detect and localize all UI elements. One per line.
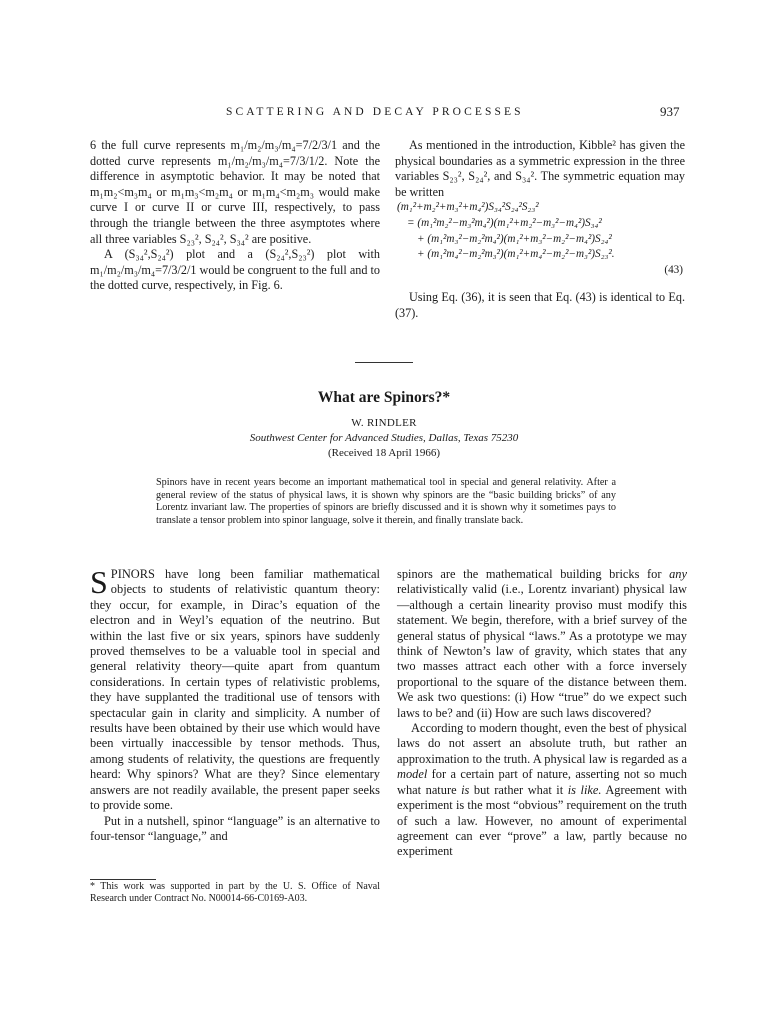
building-bricks-paragraph: [397, 567, 687, 721]
emphasis: any: [669, 567, 687, 581]
text-run: According to modern thought, even the best of physical laws do not assert an absolute truth, but rather an approximation to the truth. A physical law is regarded as a: [397, 721, 687, 766]
text-run: Agreement with experiment is the most “obvious” requirement on the truth of such a law. However, no amount of experimental agreement can ever “prove” a law, partly because no experiment: [397, 782, 687, 859]
body-left-column: [90, 564, 380, 844]
text-run: spinors are the mathematical building bricks for: [397, 567, 670, 581]
emphasis: model: [397, 767, 428, 782]
page-number: 937: [660, 104, 680, 119]
nutshell-paragraph: Put in a nutshell, spinor “language” is an alternative to four-tensor “language,” and: [90, 813, 380, 843]
equation-line-3: + (m₁²m₃²−m₂²m₄²)(m₁²+m₃²−m₂²−m₄²)S₂₄²: [417, 232, 612, 245]
text-run: but rather what it: [469, 782, 568, 797]
equation-line-4: + (m₁²m₄²−m₂²m₃²)(m₁²+m₄²−m₂²−m₃²)S₂₃².: [417, 248, 615, 261]
received-date: (Received 18 April 1966): [327, 447, 441, 459]
section-divider: [355, 362, 413, 363]
article-title: What are Spinors?*: [317, 389, 451, 406]
affiliation: Southwest Center for Advanced Studies, Dallas, Texas 75230: [249, 432, 519, 444]
text-run: relativistically valid (i.e., Lorentz invariant) physical law—although a certain linearity proviso must modify this statement. We begin, therefore, with a brief survey of the general status of physical “laws.” As a prototype we may think of Newton’s law of gravity, which states that any two masses attract each other with a force inversely proportional to the square of the distance between them. We ask two questions: (i) How “true” do we expect such laws to be? and (ii) How are such laws discovered?: [397, 582, 687, 720]
drop-cap: S: [90, 564, 108, 600]
footnote-rule: [90, 879, 156, 880]
continued-text-left-column: [90, 138, 380, 294]
emphasis: is like.: [567, 782, 602, 797]
modern-thought-paragraph: [397, 721, 687, 860]
kibble-paragraph: As mentioned in the introduction, Kibble² has given the physical boundaries as a symmetric expression in the three variables S₂₃², S₂₄², and S₃₄². The symmetric equation may be written: [395, 138, 685, 199]
equation-43: [395, 200, 685, 278]
abstract: Spinors have in recent years become an important mathematical tool in special and general relativity. After a general review of the status of physical laws, it is shown why spinors are the “basic building bricks” of any Lorentz invariant law. The properties of spinors are briefly discussed and it is shown why it sometimes pays to translate a tensor problem into spinor language, solve it therein, and finally translate back.: [156, 477, 616, 526]
equation-number: (43): [664, 263, 683, 276]
continued-text-right-column: [395, 138, 685, 322]
intro-paragraph: [90, 564, 380, 814]
continued-paragraph-1: 6 the full curve represents m₁/m₂/m₃/m₄=7/2/3/1 and the dotted curve represents m₁/m₂/m₃/m₄=7/3/1/2. Note the difference in asymptotic behavior. It may be noted that m₁m₂<m₃m₄ or m₁m₃<m₂m₄ or m₁m₄<m₂m₃ would make curve I or curve II or curve III, respectively, to pass through the triangle between the three asymptotes where all three variables S₂₃², S₂₄², S₃₄² are positive.: [90, 138, 380, 246]
continued-paragraph-2: A (S₃₄²,S₂₄²) plot and a (S₂₄²,S₂₃²) plot with m₁/m₂/m₃/m₄=7/3/2/1 would be congruent to the full and to the dotted curve, respectively, in Fig. 6.: [90, 247, 380, 293]
equation-line-2: = (m₁²m₂²−m₃²m₄²)(m₁²+m₂²−m₃²−m₄²)S₃₄²: [407, 216, 602, 229]
intro-text: PINORS have long been familiar mathematical objects to students of relativistic quantum theory: they occur, for example, in Dirac’s equation of the electron and in Weyl’s equation of the neutrino. But within the last five or six years, spinors have suddenly proved themselves to be a valuable tool in special and general relativity theory—quite apart from quantum considerations. In certain types of relativistic problems, they have supplanted the traditional use of tensors with spectacular gain in clarity and simplicity. A number of results have been obtained by their use which would have been virtually inaccessible by tensor methods. Thus, among students of relativity, the questions are frequently heard: Why spinors? What are they? Since elementary answers are not readily available, the present paper seeks to provide some.: [90, 567, 380, 813]
equation-line-1: (m₁²+m₂²+m₃²+m₄²)S₃₄²S₂₄²S₂₃²: [397, 201, 539, 214]
running-head: SCATTERING AND DECAY PROCESSES: [226, 106, 524, 118]
text-run: for a certain part of nature, asserting not so much what nature: [397, 767, 687, 797]
footnote: * This work was supported in part by the U. S. Office of Naval Research under Contract No. N00014-66-C0169-A03.: [90, 881, 380, 904]
body-right-column: [397, 567, 687, 860]
emphasis: is: [461, 782, 470, 797]
identity-paragraph: Using Eq. (36), it is seen that Eq. (43) is identical to Eq. (37).: [395, 290, 685, 320]
author: W. RINDLER: [351, 417, 417, 429]
